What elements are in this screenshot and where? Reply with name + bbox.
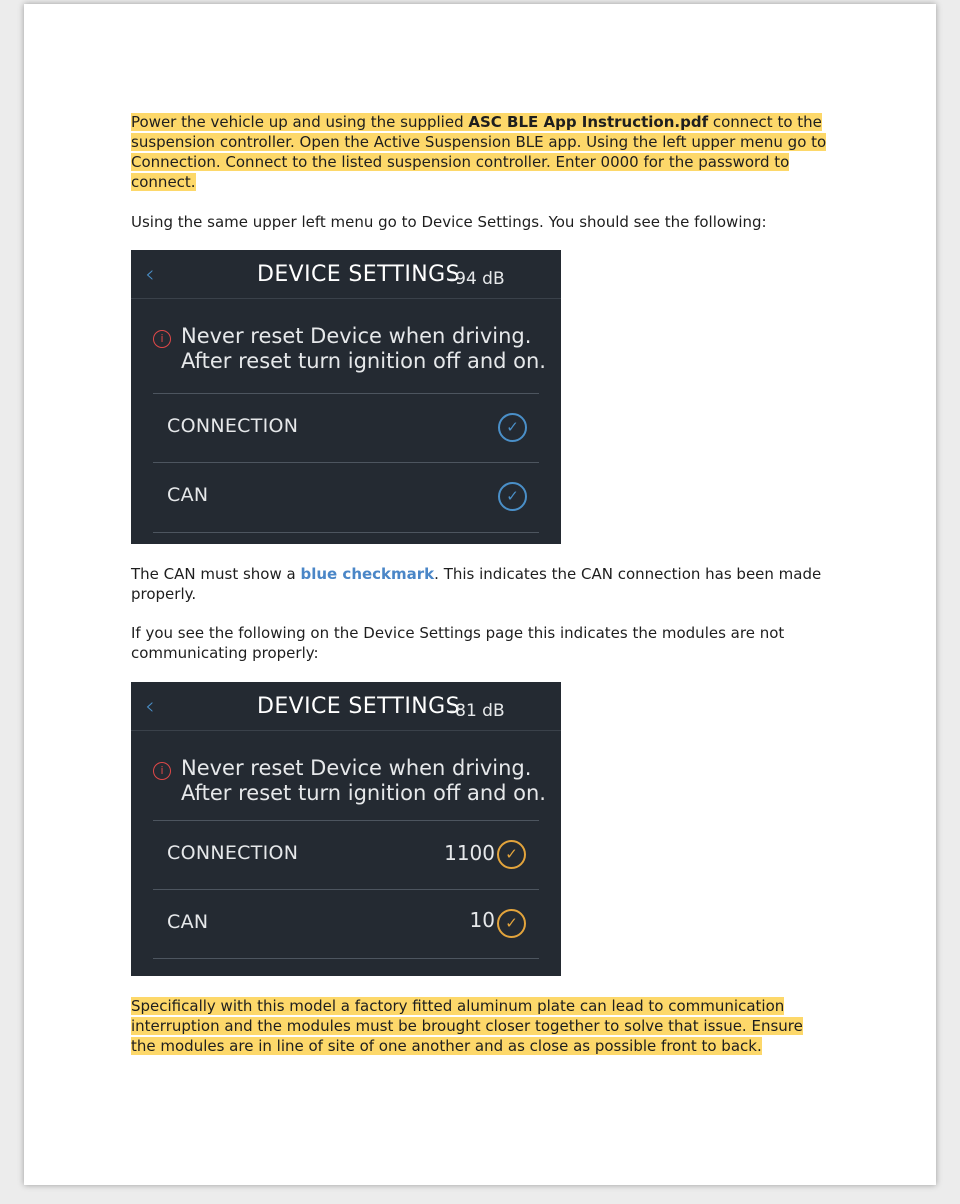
screen-title: DEVICE SETTINGS xyxy=(257,262,460,287)
can-value: 10 xyxy=(469,908,495,932)
document-body xyxy=(131,112,827,1056)
bold-filename: ASC BLE App Instruction.pdf xyxy=(468,113,709,131)
connection-label: CONNECTION xyxy=(167,415,299,437)
paragraph-not-communicating: If you see the following on the Device Settings page this indicates the modules are not communicating properly: xyxy=(131,624,785,662)
warning-checkmark-icon: ✓ xyxy=(497,909,526,938)
divider xyxy=(131,298,561,299)
divider xyxy=(153,820,539,821)
text-span: Power the vehicle up and using the supplied xyxy=(131,113,469,131)
screen-title: DEVICE SETTINGS xyxy=(257,694,460,719)
warning-text: Never reset Device when driving. After reset turn ignition off and on. xyxy=(181,756,546,805)
document-page xyxy=(24,4,936,1185)
text-span: . This indicates the CAN connection has been made properly. xyxy=(131,565,822,603)
divider xyxy=(153,532,539,533)
paragraph-connect-instructions xyxy=(131,112,827,192)
back-chevron-icon: ‹ xyxy=(145,260,155,288)
divider xyxy=(153,462,539,463)
can-label: CAN xyxy=(167,484,209,506)
screenshot-device-settings-ok xyxy=(131,250,561,544)
warning-text: Never reset Device when driving. After reset turn ignition off and on. xyxy=(181,324,546,373)
info-icon: i xyxy=(153,762,171,780)
divider xyxy=(131,730,561,731)
blue-checkmark-text: blue checkmark xyxy=(300,565,435,583)
signal-strength: -94 dB xyxy=(449,269,505,289)
divider xyxy=(153,393,539,394)
divider xyxy=(153,889,539,890)
paragraph-can-check xyxy=(131,564,827,604)
back-chevron-icon: ‹ xyxy=(145,692,155,720)
divider xyxy=(153,958,539,959)
connection-label: CONNECTION xyxy=(167,842,299,864)
screenshot-device-settings-error xyxy=(131,682,561,976)
warning-checkmark-icon: ✓ xyxy=(497,840,526,869)
checkmark-icon: ✓ xyxy=(498,482,527,511)
paragraph-aluminum-plate xyxy=(131,996,827,1056)
can-label: CAN xyxy=(167,911,209,933)
highlighted-text: Specifically with this model a factory fitted aluminum plate can lead to communication interruption and the modules must be brought closer together to solve that issue. Ensure the modules are in line of site of one another and as close as possible front to back. xyxy=(131,997,803,1055)
checkmark-icon: ✓ xyxy=(498,413,527,442)
connection-value: 1100 xyxy=(444,841,495,865)
text-span: connect to the suspension controller. Open the Active Suspension BLE app. Using the left upper menu go to Connection. Connect to the listed suspension controller. Enter 0000 for the password to connect. xyxy=(131,113,827,191)
text-span: The CAN must show a xyxy=(131,565,301,583)
info-icon: i xyxy=(153,330,171,348)
signal-strength: -81 dB xyxy=(449,701,505,721)
paragraph-device-settings: Using the same upper left menu go to Device Settings. You should see the following: xyxy=(131,213,767,231)
